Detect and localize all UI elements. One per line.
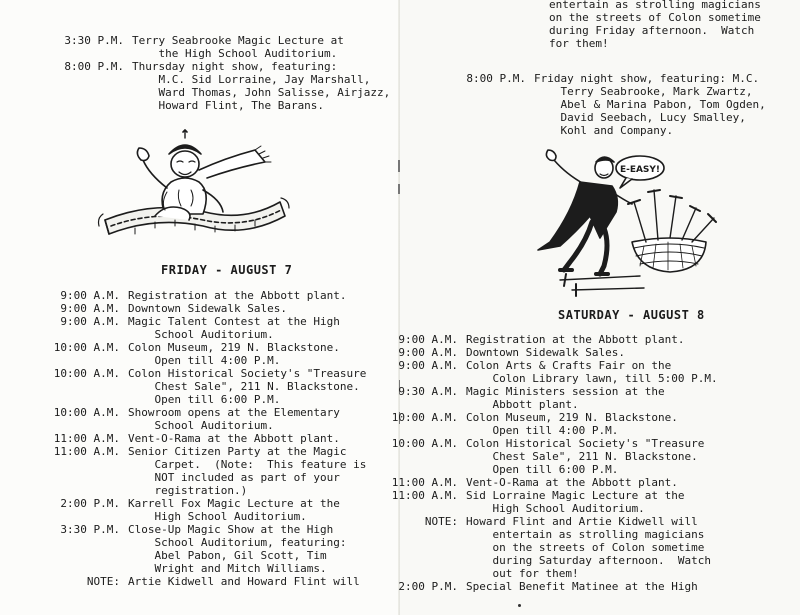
entry-description: Karrell Fox Magic Lecture at the High School Auditorium.	[128, 497, 340, 523]
schedule-entry	[0, 34, 390, 60]
entry-description: Magic Ministers session at the Abbott plant.	[466, 385, 665, 411]
entry-description: Terry Seabrooke Magic Lecture at the High School Auditorium.	[132, 34, 344, 60]
entry-time: 11:00 A.M.	[391, 489, 458, 502]
friday-night-show-entry	[456, 72, 766, 137]
schedule-entry	[332, 489, 718, 515]
schedule-entry	[456, 72, 766, 137]
saturday-schedule-list	[332, 333, 718, 593]
schedule-entry	[332, 385, 718, 411]
magic-carpet-genie-illustration	[95, 130, 295, 245]
magician-swords-basket-illustration	[520, 142, 720, 300]
entry-description: Thursday night show, featuring: M.C. Sid Lorraine, Jay Marshall, Ward Thomas, John Salisse, Airjazz, Howard Flint, The Barans.	[132, 60, 391, 112]
entry-description: Vent-O-Rama at the Abbott plant.	[466, 476, 678, 489]
entry-description: Special Benefit Matinee at the High	[466, 580, 698, 593]
schedule-entry	[0, 341, 366, 367]
entry-description: Colon Museum, 219 N. Blackstone. Open till 4:00 P.M.	[466, 411, 678, 437]
schedule-entry	[0, 367, 366, 406]
entry-description: Registration at the Abbott plant.	[128, 289, 347, 302]
schedule-entry	[0, 497, 366, 523]
schedule-entry	[332, 359, 718, 385]
entry-time: 10:00 A.M.	[391, 437, 458, 450]
entry-time: 9:00 A.M.	[398, 333, 458, 346]
entry-time: 3:30 P.M.	[60, 523, 120, 536]
entry-time: 10:00 A.M.	[53, 406, 120, 419]
saturday-heading: SATURDAY - AUGUST 8	[558, 308, 705, 322]
entry-description: Showroom opens at the Elementary School Auditorium.	[128, 406, 340, 432]
entry-time: 11:00 A.M.	[53, 432, 120, 445]
schedule-entry	[0, 289, 366, 302]
entry-time: 10:00 A.M.	[53, 341, 120, 354]
entry-time: 9:00 A.M.	[60, 289, 120, 302]
strolling-magicians-continued-text: entertain as strolling magicians on the streets of Colon sometime during Friday afternoon. Watch for them!	[549, 0, 761, 50]
schedule-entry	[0, 575, 366, 588]
entry-time: 9:00 A.M.	[60, 315, 120, 328]
entry-description: Sid Lorraine Magic Lecture at the High School Auditorium.	[466, 489, 685, 515]
entry-description: Artie Kidwell and Howard Flint will	[128, 575, 360, 588]
entry-time: 10:00 A.M.	[53, 367, 120, 380]
entry-description: Vent-O-Rama at the Abbott plant.	[128, 432, 340, 445]
entry-time: 11:00 A.M.	[53, 445, 120, 458]
schedule-entry	[0, 445, 366, 497]
schedule-entry	[332, 437, 718, 476]
entry-time: 11:00 A.M.	[391, 476, 458, 489]
entry-description: Senior Citizen Party at the Magic Carpet. (Note: This feature is NOT included as part of your registration.)	[128, 445, 367, 497]
entry-time: 8:00 P.M.	[64, 60, 124, 73]
schedule-entry	[332, 411, 718, 437]
entry-description: Colon Historical Society's "Treasure Chest Sale", 211 N. Blackstone. Open till 6:00 P.M.	[128, 367, 367, 406]
friday-schedule-list	[0, 289, 366, 588]
schedule-entry	[0, 523, 366, 575]
entry-time: 9:30 A.M.	[398, 385, 458, 398]
schedule-entry	[0, 432, 366, 445]
page-dot	[518, 604, 521, 607]
schedule-entry	[0, 60, 390, 112]
entry-description: Friday night show, featuring: M.C. Terry Seabrooke, Mark Zwartz, Abel & Marina Pabon, Tom Ogden, David Seebach, Lucy Smalley, Kohl and Company.	[534, 72, 766, 137]
entry-description: Downtown Sidewalk Sales.	[466, 346, 625, 359]
schedule-entry	[332, 580, 718, 593]
schedule-entry	[0, 315, 366, 341]
entry-description: Colon Museum, 219 N. Blackstone. Open till 4:00 P.M.	[128, 341, 340, 367]
entry-time: 3:30 P.M.	[64, 34, 124, 47]
entry-time: 2:00 P.M.	[398, 580, 458, 593]
schedule-entry	[0, 406, 366, 432]
entry-time: 9:00 A.M.	[398, 346, 458, 359]
entry-description: Registration at the Abbott plant.	[466, 333, 685, 346]
entry-description: Close-Up Magic Show at the High School Auditorium, featuring: Abel Pabon, Gil Scott, Tim Wright and Mitch Williams.	[128, 523, 347, 575]
schedule-entry	[332, 476, 718, 489]
entry-description: Colon Arts & Crafts Fair on the Colon Library lawn, till 5:00 P.M.	[466, 359, 718, 385]
thursday-schedule-list	[0, 34, 390, 112]
entry-description: Howard Flint and Artie Kidwell will entertain as strolling magicians on the streets of Colon sometime during Saturday afternoon. Watch out for them!	[466, 515, 712, 580]
entry-description: Colon Historical Society's "Treasure Chest Sale", 211 N. Blackstone. Open till 6:00 P.M.	[466, 437, 705, 476]
entry-time: NOTE:	[86, 575, 120, 588]
entry-description: Downtown Sidewalk Sales.	[128, 302, 287, 315]
entry-time: 10:00 A.M.	[391, 411, 458, 424]
entry-time: 8:00 P.M.	[466, 72, 526, 85]
friday-heading: FRIDAY - AUGUST 7	[161, 263, 293, 277]
entry-description: Magic Talent Contest at the High School Auditorium.	[128, 315, 340, 341]
entry-time: NOTE:	[424, 515, 458, 528]
schedule-entry	[332, 515, 718, 580]
speech-bubble-text: E-EASY!	[619, 165, 661, 175]
right-page	[391, 0, 800, 615]
entry-time: 9:00 A.M.	[60, 302, 120, 315]
schedule-entry	[0, 302, 366, 315]
schedule-entry	[332, 346, 718, 359]
schedule-entry	[332, 333, 718, 346]
entry-time: 9:00 A.M.	[398, 359, 458, 372]
entry-time: 2:00 P.M.	[60, 497, 120, 510]
